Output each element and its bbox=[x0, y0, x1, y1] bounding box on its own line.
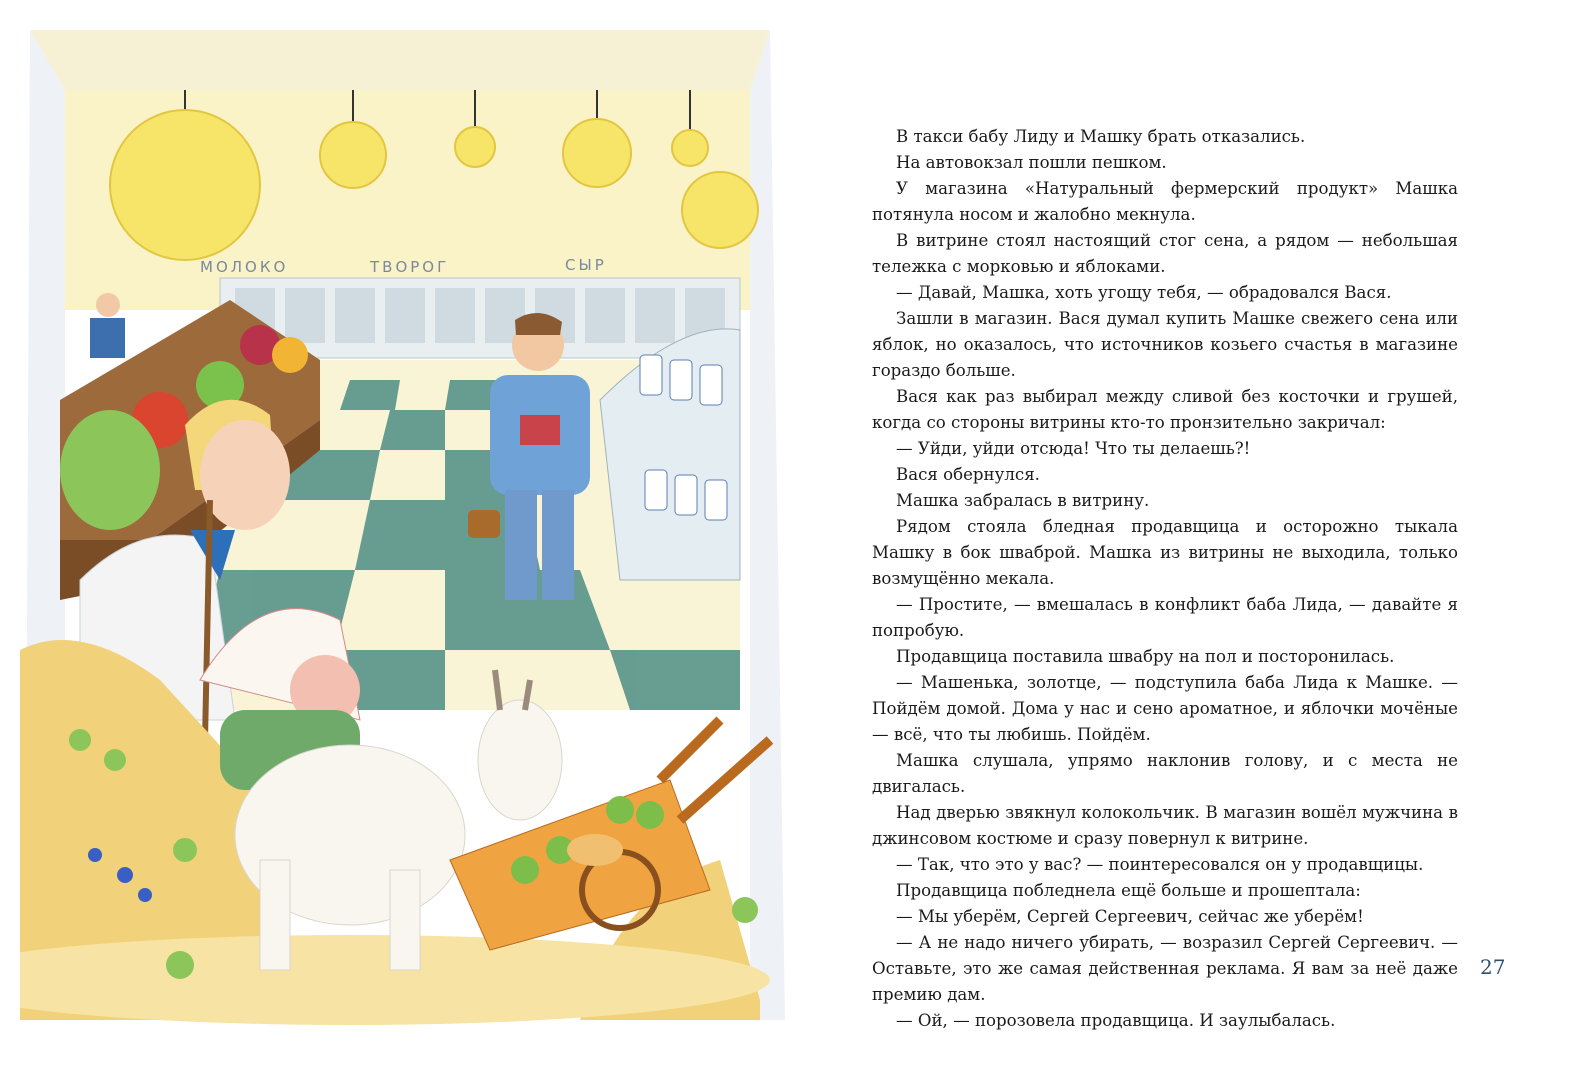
paragraph: — Так, что это у вас? — поинтересовался он у продавщицы. bbox=[896, 855, 1424, 874]
sign-cottage-cheese: ТВОРОГ bbox=[370, 258, 450, 276]
paragraph: Машка слушала, упрямо наклонив голову, и с места не двигалась. bbox=[872, 751, 1458, 796]
page-number: 27 bbox=[1480, 955, 1506, 979]
story-text bbox=[872, 124, 1458, 1034]
paragraph: — А не надо ничего убирать, — возразил Сергей Сергеевич. — Оставьте, это же самая действенная реклама. Я вам за неё даже премию дам. bbox=[872, 933, 1458, 1004]
paragraph: — Давай, Машка, хоть угощу тебя, — обрадовался Вася. bbox=[896, 283, 1392, 302]
paragraph: — Машенька, золотце, — подступила баба Лида к Машке. — Пойдём домой. Дома у нас и сено ароматное, и яблочки мочёные — всё, что ты любишь. Пойдём. bbox=[872, 673, 1458, 744]
shop-illustration bbox=[20, 20, 790, 1030]
paragraph: В такси бабу Лиду и Машку брать отказались. bbox=[896, 127, 1306, 146]
paragraph: Рядом стояла бледная продавщица и осторожно тыкала Машку в бок шваброй. Машка из витрины не выходила, только возмущённо мекала. bbox=[872, 517, 1458, 588]
paragraph: Вася как раз выбирал между сливой без косточки и грушей, когда со стороны витрины кто-то пронзительно закричал: bbox=[872, 387, 1458, 432]
paragraph: — Мы уберём, Сергей Сергеевич, сейчас же уберём! bbox=[896, 907, 1364, 926]
sign-cheese: СЫР bbox=[565, 256, 607, 274]
paragraph: На автовокзал пошли пешком. bbox=[896, 153, 1167, 172]
watercolor-scene bbox=[20, 20, 790, 1030]
paragraph: В витрине стоял настоящий стог сена, а рядом — небольшая тележка с морковью и яблоками. bbox=[872, 231, 1458, 276]
paragraph: — Простите, — вмешалась в конфликт баба Лида, — давайте я попробую. bbox=[872, 595, 1458, 640]
paragraph: У магазина «Натуральный фермерский продукт» Машка потянула носом и жалобно мекнула. bbox=[872, 179, 1458, 224]
paragraph: Продавщица побледнела ещё больше и прошептала: bbox=[896, 881, 1361, 900]
paragraph: Над дверью звякнул колокольчик. В магазин вошёл мужчина в джинсовом костюме и сразу повернул к витрине. bbox=[872, 803, 1458, 848]
paragraph: Зашли в магазин. Вася думал купить Машке свежего сена или яблок, но оказалось, что источников козьего счастья в магазине гораздо больше. bbox=[872, 309, 1458, 380]
paragraph: Вася обернулся. bbox=[896, 465, 1040, 484]
sign-milk: МОЛОКО bbox=[200, 258, 289, 276]
paragraph: Машка забралась в витрину. bbox=[896, 491, 1150, 510]
paragraph: Продавщица поставила швабру на пол и посторонилась. bbox=[896, 647, 1395, 666]
paragraph: — Ой, — порозовела продавщица. И заулыбалась. bbox=[896, 1011, 1336, 1030]
paragraph: — Уйди, уйди отсюда! Что ты делаешь?! bbox=[896, 439, 1251, 458]
